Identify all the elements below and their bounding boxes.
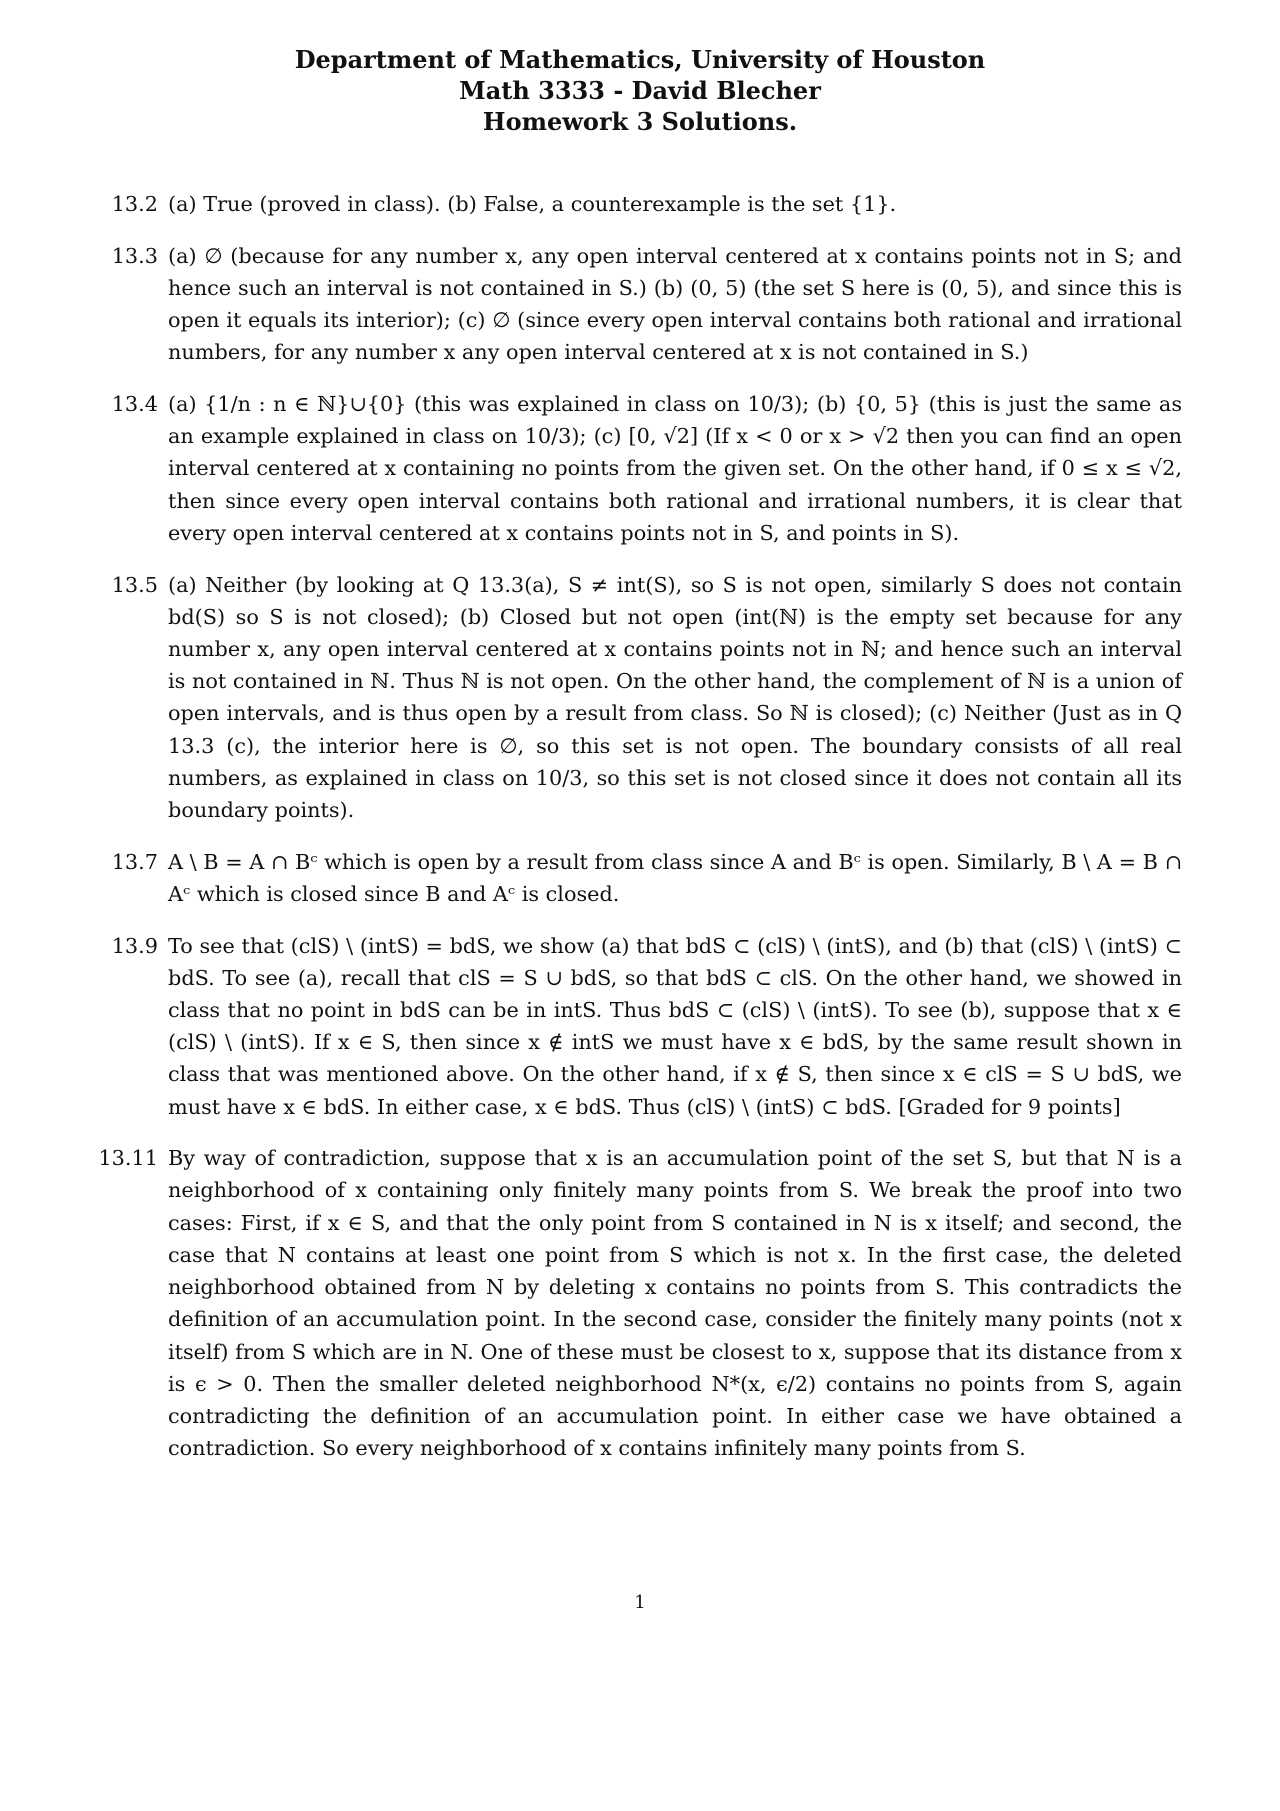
problem-number: 13.9 bbox=[111, 933, 158, 958]
problem-number: 13.3 bbox=[111, 243, 158, 268]
problem-text: (a) ∅ (because for any number x, any open interval centered at x contains points not in S; and hence such an interval is not contained in S.) (b) (0, 5) (the set S here is (0, 5), and since this is open it equals its interior); (c) ∅ (since every open interval contains both rational and irrational numbers, for any number x any open interval centered at x is not contained in S.) bbox=[168, 243, 1182, 365]
problem-13-5 bbox=[108, 569, 1182, 827]
problem-text: To see that (clS) \ (intS) = bdS, we show (a) that bdS ⊂ (clS) \ (intS), and (b) that (clS) \ (intS) ⊂ bdS. To see (a), recall that clS = S ∪ bdS, so that bdS ⊂ clS. On the other hand, we showed in class that no point in bdS can be in intS. Thus bdS ⊂ (clS) \ (intS). To see (b), suppose that x ∈ (clS) \ (intS). If x ∈ S, then since x ∉ intS we must have x ∈ bdS, by the same result shown in class that was mentioned above. On the other hand, if x ∉ S, then since x ∈ clS = S ∪ bdS, we must have x ∈ bdS. In either case, x ∈ bdS. Thus (clS) \ (intS) ⊂ bdS. [Graded for 9 points] bbox=[168, 933, 1182, 1119]
problem-13-9 bbox=[108, 930, 1182, 1123]
problem-text: A \ B = A ∩ Bᶜ which is open by a result from class since A and Bᶜ is open. Similarly, B \ A = B ∩ Aᶜ which is closed since B and Aᶜ is closed. bbox=[168, 849, 1182, 906]
problem-list bbox=[98, 188, 1182, 1484]
problem-text: (a) {1/n : n ∈ ℕ}∪{0} (this was explained in class on 10/3); (b) {0, 5} (this is just the same as an example explained in class on 10/3); (c) [0, √2] (If x < 0 or x > √2 then you can find an open interval centered at x containing no points from the given set. On the other hand, if 0 ≤ x ≤ √2, then since every open interval contains both rational and irrational numbers, it is clear that every open interval centered at x contains points not in S, and points in S). bbox=[168, 392, 1182, 545]
problem-text: By way of contradiction, suppose that x is an accumulation point of the set S, but that N is a neighborhood of x containing only finitely many points from S. We break the proof into two cases: First, if x ∈ S, and that the only point from S contained in N is x itself; and second, the case that N contains at least one point from S which is not x. In the first case, the deleted neighborhood obtained from N by deleting x contains no points from S. This contradicts the definition of an accumulation point. In the second case, consider the finitely many points (not x itself) from S which are in N. One of these must be closest to x, suppose that its distance from x is ϵ > 0. Then the smaller deleted neighborhood N*(x, ϵ/2) contains no points from S, again contradicting the definition of an accumulation point. In either case we have obtained a contradiction. So every neighborhood of x contains infinitely many points from S. bbox=[168, 1146, 1182, 1461]
problem-number: 13.4 bbox=[111, 392, 158, 417]
problem-13-2 bbox=[108, 188, 1182, 220]
header-course: Math 3333 - David Blecher bbox=[459, 76, 821, 105]
document-header bbox=[0, 44, 1280, 137]
problem-13-11 bbox=[98, 1142, 1182, 1464]
problem-13-4 bbox=[108, 388, 1182, 549]
problem-13-7 bbox=[108, 846, 1182, 910]
problem-number: 13.2 bbox=[111, 192, 158, 216]
problem-number: 13.5 bbox=[111, 572, 158, 597]
problem-13-3 bbox=[108, 240, 1182, 369]
problem-number: 13.7 bbox=[111, 849, 158, 874]
header-title: Homework 3 Solutions. bbox=[482, 107, 798, 136]
problem-number: 13.11 bbox=[98, 1146, 158, 1171]
header-department: Department of Mathematics, University of Houston bbox=[294, 45, 986, 74]
page-number: 1 bbox=[634, 1592, 646, 1613]
problem-text: (a) True (proved in class). (b) False, a counterexample is the set {1}. bbox=[168, 192, 897, 216]
problem-text: (a) Neither (by looking at Q 13.3(a), S ≠ int(S), so S is not open, similarly S does not contain bd(S) so S is not closed); (b) Closed but not open (int(ℕ) is the empty set because for any number x, any open interval centered at x contains points not in ℕ; and hence such an interval is not contained in ℕ. Thus ℕ is not open. On the other hand, the complement of ℕ is a union of open intervals, and is thus open by a result from class. So ℕ is closed); (c) Neither (Just as in Q 13.3 (c), the interior here is ∅, so this set is not open. The boundary consists of all real numbers, as explained in class on 10/3, so this set is not closed since it does not contain all its boundary points). bbox=[168, 572, 1182, 822]
